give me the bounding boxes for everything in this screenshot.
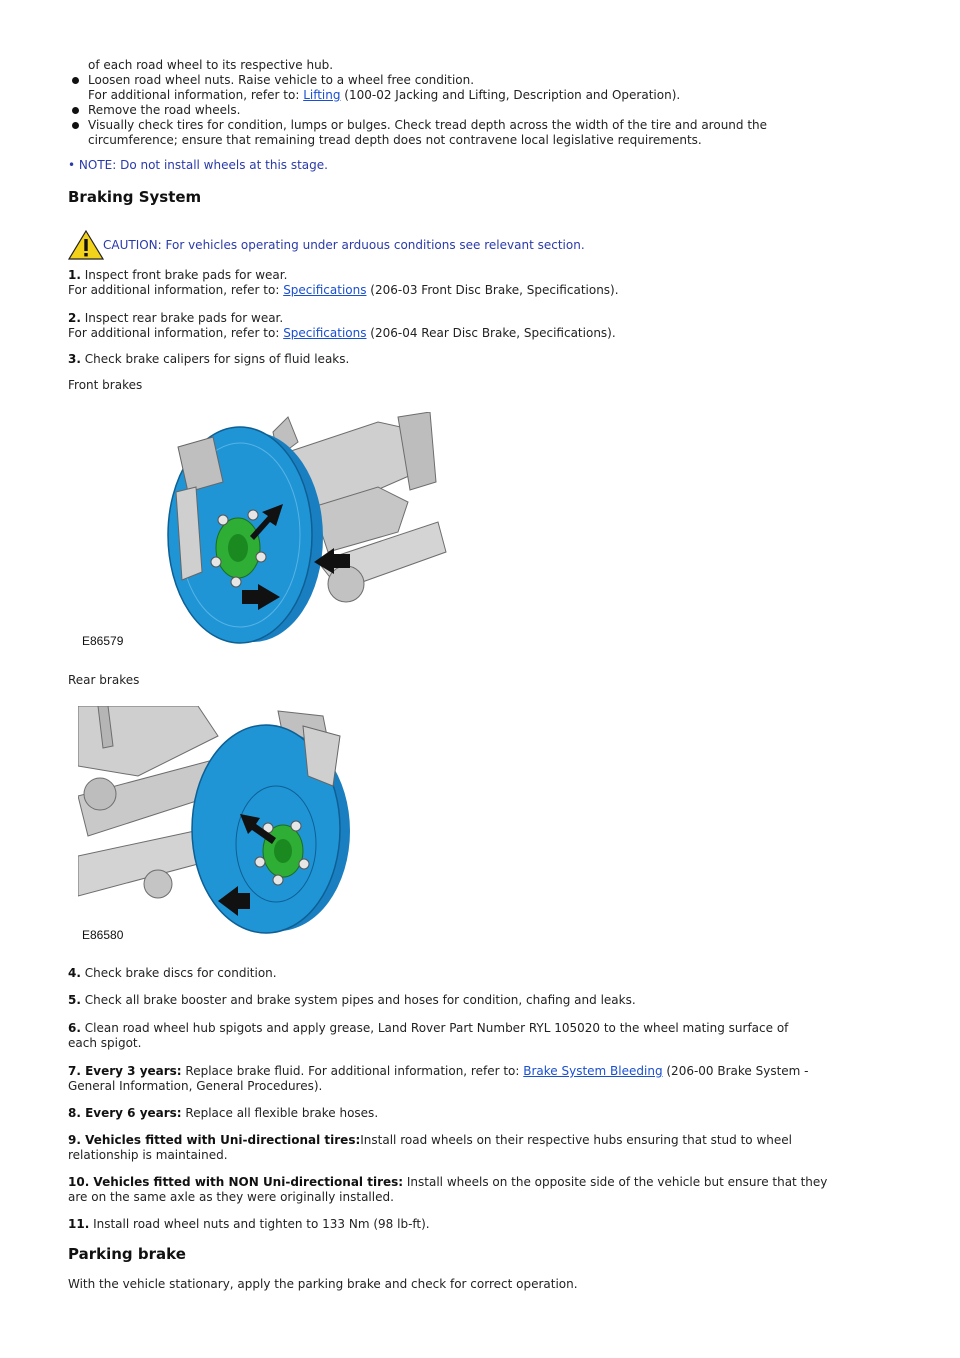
step-7	[68, 1064, 898, 1094]
list-item	[88, 103, 908, 118]
step-11	[68, 1217, 898, 1232]
step-number: 10. Vehicles fitted with NON Uni-directional tires:	[68, 1175, 404, 1189]
step-number: 1.	[68, 268, 81, 282]
note-text: • NOTE: Do not install wheels at this stage.	[68, 158, 328, 172]
step-text: Check brake discs for condition.	[84, 966, 277, 980]
step-text: For additional information, refer to:	[68, 326, 284, 340]
list-item	[88, 88, 908, 103]
rear-brake-illustration	[78, 706, 448, 946]
step-text: Check brake calipers for signs of fluid leaks.	[84, 352, 350, 366]
step-number: 11.	[68, 1217, 90, 1231]
step-number: 6.	[68, 1021, 81, 1035]
step-text: Install road wheel nuts and tighten to 133 Nm (98 lb-ft).	[89, 1217, 430, 1231]
front-brake-figure	[78, 412, 448, 652]
step-text: Install wheels on the opposite side of the vehicle but ensure that they	[403, 1175, 828, 1189]
list-item	[88, 118, 908, 148]
step-text: (206-04 Rear Disc Brake, Specifications).	[366, 326, 616, 340]
caution-warning-icon	[68, 230, 104, 260]
lifting-link[interactable]: Lifting	[303, 88, 341, 102]
step-3	[68, 352, 898, 367]
front-brake-illustration	[78, 412, 448, 652]
step-9	[68, 1133, 898, 1163]
step-number: 9. Vehicles fitted with Uni-directional tires:	[68, 1133, 361, 1147]
rear-brakes-caption: Rear brakes	[68, 673, 140, 687]
rear-specifications-link[interactable]: Specifications	[283, 326, 367, 340]
step-text: Inspect rear brake pads for wear.	[84, 311, 284, 325]
step-number: 3.	[68, 352, 81, 366]
caution-text: CAUTION: For vehicles operating under arduous conditions see relevant section.	[103, 238, 585, 252]
rear-figure-label: E86580	[82, 928, 124, 942]
step-number: 7. Every 3 years:	[68, 1064, 182, 1078]
rear-brake-figure	[78, 706, 448, 946]
parking-brake-heading: Parking brake	[68, 1245, 186, 1263]
step-text: (206-00 Brake System -	[662, 1064, 809, 1078]
step-text: are on the same axle as they were originally installed.	[68, 1190, 394, 1204]
step-6	[68, 1021, 898, 1051]
list-item	[88, 73, 908, 88]
braking-system-heading: Braking System	[68, 188, 202, 206]
step-text: Replace brake fluid. For additional information, refer to:	[181, 1064, 524, 1078]
step-text: Inspect front brake pads for wear.	[84, 268, 288, 282]
brake-system-bleeding-link[interactable]: Brake System Bleeding	[523, 1064, 663, 1078]
step-8	[68, 1106, 898, 1121]
front-specifications-link[interactable]: Specifications	[283, 283, 367, 297]
list-item-text: (100-02 Jacking and Lifting, Description and Operation).	[340, 88, 681, 102]
step-text: General Information, General Procedures).	[68, 1079, 323, 1093]
list-item-text: Remove the road wheels.	[88, 103, 241, 117]
step-text: relationship is maintained.	[68, 1148, 228, 1162]
step-text: Replace all flexible brake hoses.	[181, 1106, 379, 1120]
step-number: 4.	[68, 966, 81, 980]
list-item-text: of each road wheel to its respective hub.	[88, 58, 334, 72]
step-text: Install road wheels on their respective hubs ensuring that stud to wheel	[360, 1133, 792, 1147]
parking-brake-text: With the vehicle stationary, apply the parking brake and check for correct operation.	[68, 1277, 578, 1291]
step-text: (206-03 Front Disc Brake, Specifications).	[366, 283, 619, 297]
step-number: 2.	[68, 311, 81, 325]
tire-check-list	[88, 58, 908, 148]
list-item-text: circumference; ensure that remaining tread depth does not contravene local legislative requirements.	[88, 133, 702, 147]
list-item-text: Loosen road wheel nuts. Raise vehicle to a wheel free condition.	[88, 73, 475, 87]
step-5	[68, 993, 898, 1008]
step-4	[68, 966, 898, 981]
step-text: each spigot.	[68, 1036, 142, 1050]
step-10	[68, 1175, 898, 1205]
list-item-text: For additional information, refer to:	[88, 88, 304, 102]
step-text: For additional information, refer to:	[68, 283, 284, 297]
front-figure-label: E86579	[82, 634, 124, 648]
step-text: Check all brake booster and brake system pipes and hoses for condition, chafing and leaks.	[84, 993, 636, 1007]
list-item	[88, 58, 908, 73]
step-1	[68, 268, 898, 298]
step-number: 5.	[68, 993, 81, 1007]
step-number: 8. Every 6 years:	[68, 1106, 182, 1120]
list-item-text: Visually check tires for condition, lumps or bulges. Check tread depth across the width of the tire and around the	[88, 118, 768, 132]
front-brakes-caption: Front brakes	[68, 378, 143, 392]
step-text: Clean road wheel hub spigots and apply grease, Land Rover Part Number RYL 105020 to the wheel mating surface of	[84, 1021, 789, 1035]
step-2	[68, 311, 898, 341]
